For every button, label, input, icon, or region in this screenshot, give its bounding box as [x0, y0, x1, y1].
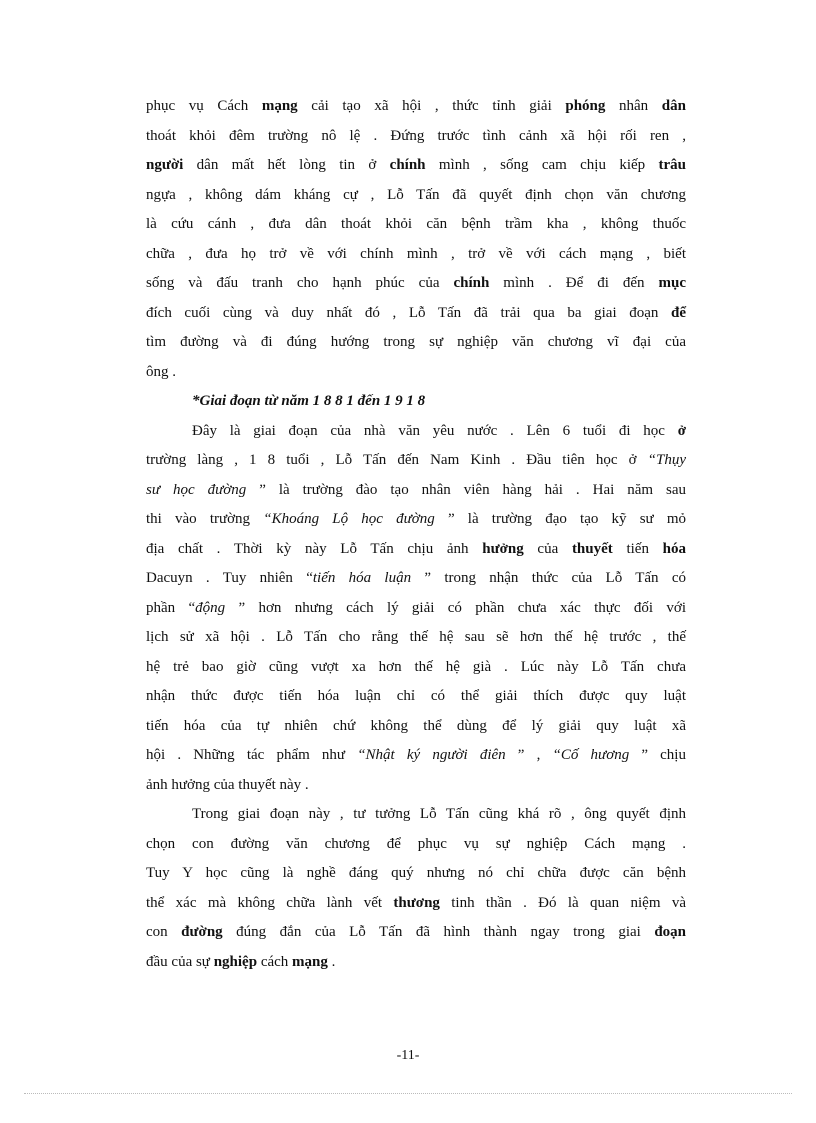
text-run: thi vào trường — [146, 511, 264, 527]
bold-text: mạng — [292, 953, 328, 970]
text-run: là cứu cánh , đưa dân thoát khỏi căn bệnh trầm kha , không thuốc — [146, 216, 686, 232]
text-run: trường làng , 1 8 tuổi , Lỗ Tấn đến Nam Kinh . Đầu tiên học ở — [146, 452, 648, 468]
text-run: phục vụ Cách — [146, 98, 262, 114]
italic-text: sư học đường — [146, 481, 247, 498]
page-number: -11- — [396, 1048, 420, 1063]
document-body — [146, 92, 686, 977]
bold-text: nghiệp — [213, 953, 258, 970]
text-line — [146, 771, 686, 801]
bold-text: phóng — [565, 98, 606, 114]
text-run: sống và đấu tranh cho hạnh phúc của — [146, 275, 454, 291]
text-run: hội . Những tác phẩm như — [146, 747, 358, 763]
text-run: chọn con đường văn chương để phục vụ sự nghiệp Cách mạng . — [146, 835, 686, 852]
bold-text: thương — [393, 894, 440, 911]
text-line — [146, 564, 686, 594]
text-line — [146, 712, 686, 742]
text-run: nhân — [605, 98, 662, 114]
text-run: mình , sống cam chịu kiếp — [425, 157, 659, 173]
bold-text: dân — [661, 98, 686, 114]
text-run: đầu của sự — [146, 953, 214, 970]
text-run: Tuy Y học cũng là nghề đáng quý nhưng nó chỉ chữa được căn bệnh — [146, 865, 686, 881]
italic-text: “Khoáng Lộ học đường — [263, 511, 435, 527]
text-line — [146, 682, 686, 712]
page-bottom-divider — [24, 1093, 792, 1094]
text-line — [146, 122, 686, 152]
text-line — [146, 653, 686, 683]
text-run: *Giai đoạn từ năm 1 8 8 1 đến 1 9 1 8 — [192, 393, 426, 409]
italic-text: “Nhật ký người điên — [357, 747, 506, 763]
bold-text: hưởng — [482, 540, 524, 557]
text-line — [146, 623, 686, 653]
text-run: ” là trường đạo tạo kỹ sư mỏ — [434, 511, 686, 527]
text-run: đúng đắn của Lỗ Tấn đã hình thành ngay trong giai — [222, 924, 655, 940]
text-run: cách — [257, 953, 293, 970]
text-line — [146, 299, 686, 329]
italic-text: động — [195, 599, 226, 616]
text-line — [146, 181, 686, 211]
text-line — [146, 859, 686, 889]
text-line — [146, 387, 686, 417]
italic-text: “Cố hương — [552, 747, 630, 763]
text-line — [146, 210, 686, 240]
text-line — [146, 741, 686, 771]
text-run: thể xác mà không chữa lành vết — [146, 894, 394, 911]
text-line — [146, 918, 686, 948]
text-run: ông . — [146, 363, 176, 380]
text-run: tinh thần . Đó là quan niệm và — [439, 894, 686, 911]
text-line — [146, 535, 686, 565]
text-line — [146, 358, 686, 388]
bold-text: mạng — [261, 98, 298, 114]
bold-text: ở — [677, 422, 686, 439]
text-run: con — [146, 924, 182, 940]
text-run: tiến — [612, 540, 663, 557]
bold-text: trâu — [658, 157, 686, 173]
italic-text: “Thụy — [647, 452, 686, 468]
bold-text: hóa — [662, 540, 686, 557]
bold-text: mục — [658, 275, 687, 291]
text-run: hệ trẻ bao giờ cũng vượt xa hơn thế hệ già . Lúc này Lỗ Tấn chưa — [146, 658, 686, 675]
text-run: ” là trường đào tạo nhân viên hàng hải . Hai năm sau — [246, 481, 686, 498]
text-line — [146, 328, 686, 358]
text-run: lịch sử xã hội . Lỗ Tấn cho rằng thế hệ sau sẽ hơn thế hệ trước , thế — [146, 629, 686, 645]
bold-text: chính — [453, 275, 490, 291]
bold-text: đoạn — [654, 924, 686, 940]
text-line — [146, 948, 686, 978]
text-run: Đây là giai đoạn của nhà văn yêu nước . Lên 6 tuổi đi học — [192, 422, 678, 439]
paragraph — [146, 92, 686, 387]
text-run: ngựa , không dám kháng cự , Lỗ Tấn đã quyết định chọn văn chương — [146, 186, 686, 203]
paragraph — [146, 800, 686, 977]
text-line — [146, 240, 686, 270]
text-run: ” , — [505, 747, 553, 763]
bold-text: đường — [181, 924, 223, 940]
text-run: Dacuyn . Tuy nhiên “ — [146, 570, 313, 586]
text-run: ” chịu — [629, 747, 686, 763]
bold-text: thuyết — [571, 540, 613, 557]
text-line — [146, 446, 686, 476]
text-run: chữa , đưa họ trở về với chính mình , trở về với cách mạng , biết — [146, 245, 686, 262]
italic-text: tiến hóa luận — [312, 570, 412, 586]
text-line — [146, 800, 686, 830]
text-run: tìm đường và đi đúng hướng trong sự nghiệp văn chương vĩ đại của — [146, 334, 686, 350]
text-run: ” trong nhận thức của Lỗ Tấn có — [411, 570, 686, 586]
text-line — [146, 889, 686, 919]
text-run: mình . Để đi đến — [489, 275, 659, 291]
text-line — [146, 830, 686, 860]
text-run: đích cuối cùng và duy nhất đó , Lỗ Tấn đã trải qua ba giai đoạn — [146, 304, 671, 321]
text-run: phần “ — [146, 599, 196, 616]
text-line — [146, 92, 686, 122]
text-run: tiến hóa của tự nhiên chứ không thể dùng để lý giải quy luật xã — [146, 717, 686, 734]
bold-text: người — [146, 157, 184, 173]
bold-text: chính — [389, 157, 426, 173]
paragraph — [146, 417, 686, 801]
text-run: dân mất hết lòng tin ở — [183, 157, 390, 173]
text-run: địa chất . Thời kỳ này Lỗ Tấn chịu ảnh — [146, 540, 483, 557]
text-line — [146, 269, 686, 299]
text-run: ảnh hưởng của thuyết này . — [146, 776, 309, 793]
text-run: ” hơn nhưng cách lý giải có phần chưa xác thực đối với — [225, 599, 686, 616]
text-line — [146, 417, 686, 447]
text-line — [146, 594, 686, 624]
text-line — [146, 476, 686, 506]
text-run: cải tạo xã hội , thức tỉnh giải — [297, 98, 566, 114]
section-heading — [146, 387, 686, 417]
text-run: của — [523, 540, 572, 557]
text-run: . — [327, 953, 336, 970]
text-run: thoát khỏi đêm trường nô lệ . Đứng trước tình cảnh xã hội rối ren , — [146, 127, 686, 144]
text-run: nhận thức được tiến hóa luận chỉ có thể giải thích được quy luật — [146, 688, 686, 704]
text-line — [146, 151, 686, 181]
text-run: Trong giai đoạn này , tư tưởng Lỗ Tấn cũng khá rõ , ông quyết định — [192, 806, 686, 822]
bold-text: để — [671, 304, 686, 321]
text-line — [146, 505, 686, 535]
